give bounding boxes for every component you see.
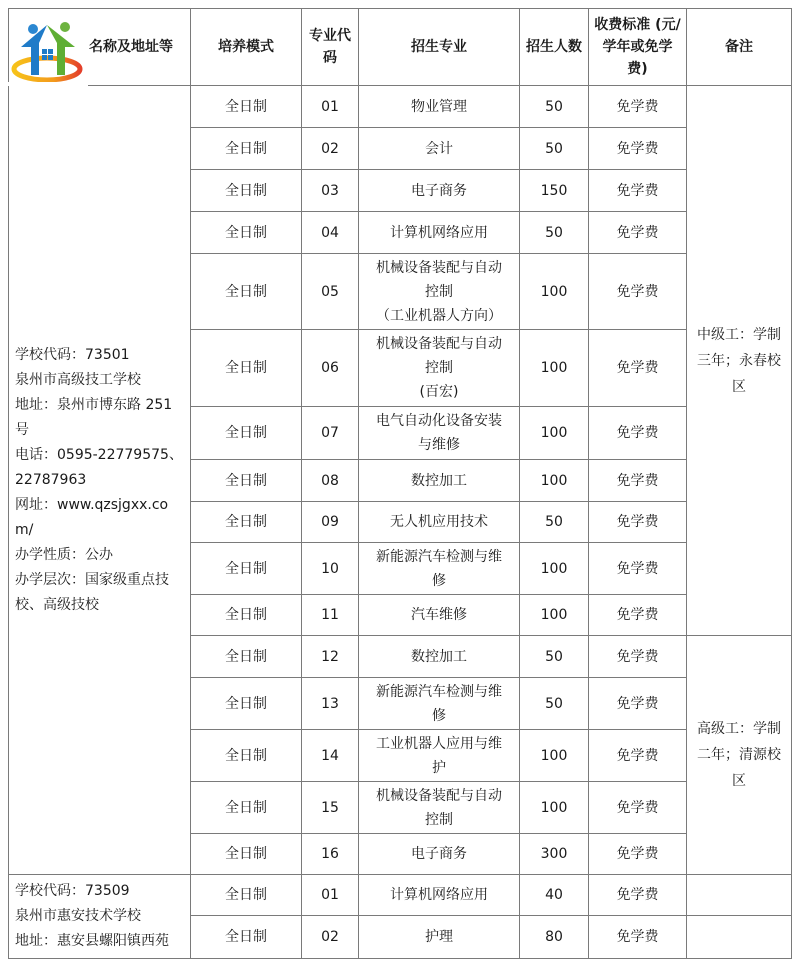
school-address: 地址：惠安县螺阳镇西苑 <box>15 933 169 949</box>
cell-fee: 免学费 <box>589 543 687 595</box>
header-code: 专业代码 <box>302 9 359 86</box>
cell-fee: 免学费 <box>589 86 687 128</box>
major-line: 与维修 <box>418 437 460 453</box>
major-line: （工业机器人方向） <box>376 307 502 324</box>
cell-count: 100 <box>520 730 589 782</box>
major-line: 护 <box>432 759 446 776</box>
header-major: 招生专业 <box>359 9 520 86</box>
major-line: 工业机器人应用与维 <box>376 735 502 752</box>
header-count: 招生人数 <box>520 9 589 86</box>
cell-major <box>359 254 520 330</box>
cell-code: 05 <box>302 254 359 330</box>
cell-fee: 免学费 <box>589 212 687 254</box>
cell-count: 50 <box>520 128 589 170</box>
cell-code: 01 <box>302 875 359 916</box>
cell-fee: 免学费 <box>589 875 687 916</box>
header-mode: 培养模式 <box>191 9 302 86</box>
cell-fee: 免学费 <box>589 636 687 678</box>
cell-major: 计算机网络应用 <box>359 875 520 916</box>
cell-count: 40 <box>520 875 589 916</box>
school-address: 地址：泉州市博东路 251号 <box>15 396 173 438</box>
cell-major <box>359 330 520 407</box>
cell-mode: 全日制 <box>191 254 302 330</box>
cell-major: 计算机网络应用 <box>359 212 520 254</box>
cell-mode: 全日制 <box>191 782 302 834</box>
note-cell-intermediate: 中级工：学制三年；永春校区 <box>687 86 792 636</box>
cell-fee: 免学费 <box>589 782 687 834</box>
cell-mode: 全日制 <box>191 86 302 128</box>
major-line: 电气自动化设备安装 <box>376 413 502 429</box>
major-line: 控制 <box>425 283 453 300</box>
cell-code: 03 <box>302 170 359 212</box>
cell-count: 100 <box>520 543 589 595</box>
cell-count: 100 <box>520 407 589 460</box>
header-name-label: 名称及地址等 <box>89 39 173 55</box>
major-line: 控制 <box>425 360 453 376</box>
cell-mode: 全日制 <box>191 678 302 730</box>
cell-count: 50 <box>520 678 589 730</box>
cell-code: 04 <box>302 212 359 254</box>
cell-mode: 全日制 <box>191 730 302 782</box>
enrollment-table <box>8 8 792 959</box>
cell-code: 09 <box>302 502 359 543</box>
cell-count: 50 <box>520 212 589 254</box>
table-row <box>9 875 792 916</box>
cell-code: 01 <box>302 86 359 128</box>
cell-mode: 全日制 <box>191 407 302 460</box>
header-note: 备注 <box>687 9 792 86</box>
cell-count: 150 <box>520 170 589 212</box>
header-name-address <box>9 9 191 86</box>
major-line: 修 <box>432 572 446 589</box>
cell-major: 无人机应用技术 <box>359 502 520 543</box>
cell-mode: 全日制 <box>191 460 302 502</box>
header-row <box>9 9 792 86</box>
cell-major: 数控加工 <box>359 460 520 502</box>
cell-code: 12 <box>302 636 359 678</box>
cell-fee: 免学费 <box>589 730 687 782</box>
cell-fee: 免学费 <box>589 460 687 502</box>
school-info-cell <box>9 86 191 875</box>
cell-fee: 免学费 <box>589 407 687 460</box>
cell-major <box>359 730 520 782</box>
school-code: 学校代码：73509 <box>15 883 130 899</box>
note-cell <box>687 875 792 916</box>
school-website: 网址：www.qzsjgxx.com/ <box>15 496 169 538</box>
cell-major: 电子商务 <box>359 834 520 875</box>
cell-code: 11 <box>302 595 359 636</box>
major-line: 机械设备装配与自动 <box>376 787 502 804</box>
cell-mode: 全日制 <box>191 330 302 407</box>
school-info-cell <box>9 875 191 959</box>
cell-fee: 免学费 <box>589 170 687 212</box>
cell-fee: 免学费 <box>589 502 687 543</box>
cell-count: 100 <box>520 330 589 407</box>
cell-count: 300 <box>520 834 589 875</box>
cell-count: 100 <box>520 595 589 636</box>
house-people-logo-icon <box>11 17 83 83</box>
school-nature: 办学性质：公办 <box>15 546 113 563</box>
major-line: 新能源汽车检测与维 <box>376 683 502 700</box>
cell-code: 06 <box>302 330 359 407</box>
cell-code: 10 <box>302 543 359 595</box>
note-cell <box>687 916 792 959</box>
cell-code: 14 <box>302 730 359 782</box>
header-fee: 收费标准 (元/学年或免学费) <box>589 9 687 86</box>
major-line: (百宏) <box>419 384 459 400</box>
major-line: 机械设备装配与自动 <box>376 259 502 276</box>
cell-fee: 免学费 <box>589 916 687 959</box>
cell-count: 50 <box>520 502 589 543</box>
cell-mode: 全日制 <box>191 170 302 212</box>
major-line: 控制 <box>425 811 453 828</box>
major-line: 新能源汽车检测与维 <box>376 548 502 565</box>
cell-fee: 免学费 <box>589 254 687 330</box>
cell-count: 80 <box>520 916 589 959</box>
cell-major: 电子商务 <box>359 170 520 212</box>
cell-mode: 全日制 <box>191 502 302 543</box>
cell-fee: 免学费 <box>589 834 687 875</box>
cell-fee: 免学费 <box>589 678 687 730</box>
cell-mode: 全日制 <box>191 543 302 595</box>
cell-code: 15 <box>302 782 359 834</box>
cell-code: 13 <box>302 678 359 730</box>
cell-code: 07 <box>302 407 359 460</box>
cell-mode: 全日制 <box>191 128 302 170</box>
cell-code: 02 <box>302 128 359 170</box>
cell-count: 100 <box>520 460 589 502</box>
major-line: 修 <box>432 707 446 724</box>
cell-mode: 全日制 <box>191 916 302 959</box>
logo-overlap <box>8 82 88 86</box>
note-cell-advanced: 高级工：学制二年；清源校区 <box>687 636 792 875</box>
cell-fee: 免学费 <box>589 595 687 636</box>
cell-count: 50 <box>520 86 589 128</box>
cell-major: 护理 <box>359 916 520 959</box>
cell-fee: 免学费 <box>589 330 687 407</box>
school-name: 泉州市高级技工学校 <box>15 371 141 388</box>
cell-mode: 全日制 <box>191 212 302 254</box>
school-code: 学校代码：73501 <box>15 346 130 363</box>
cell-major <box>359 407 520 460</box>
cell-mode: 全日制 <box>191 834 302 875</box>
cell-count: 50 <box>520 636 589 678</box>
school-phone: 电话：0595-22779575、22787963 <box>15 446 183 488</box>
cell-major: 数控加工 <box>359 636 520 678</box>
cell-fee: 免学费 <box>589 128 687 170</box>
cell-major: 物业管理 <box>359 86 520 128</box>
cell-major <box>359 782 520 834</box>
cell-mode: 全日制 <box>191 636 302 678</box>
cell-major: 汽车维修 <box>359 595 520 636</box>
cell-code: 16 <box>302 834 359 875</box>
cell-major <box>359 543 520 595</box>
table-row <box>9 86 792 128</box>
cell-count: 100 <box>520 254 589 330</box>
cell-mode: 全日制 <box>191 875 302 916</box>
cell-mode: 全日制 <box>191 595 302 636</box>
cell-major: 会计 <box>359 128 520 170</box>
cell-major <box>359 678 520 730</box>
cell-code: 08 <box>302 460 359 502</box>
cell-code: 02 <box>302 916 359 959</box>
school-level: 办学层次：国家级重点技校、高级技校 <box>15 571 169 613</box>
cell-count: 100 <box>520 782 589 834</box>
school-name: 泉州市惠安技术学校 <box>15 908 141 924</box>
major-line: 机械设备装配与自动 <box>376 336 502 352</box>
